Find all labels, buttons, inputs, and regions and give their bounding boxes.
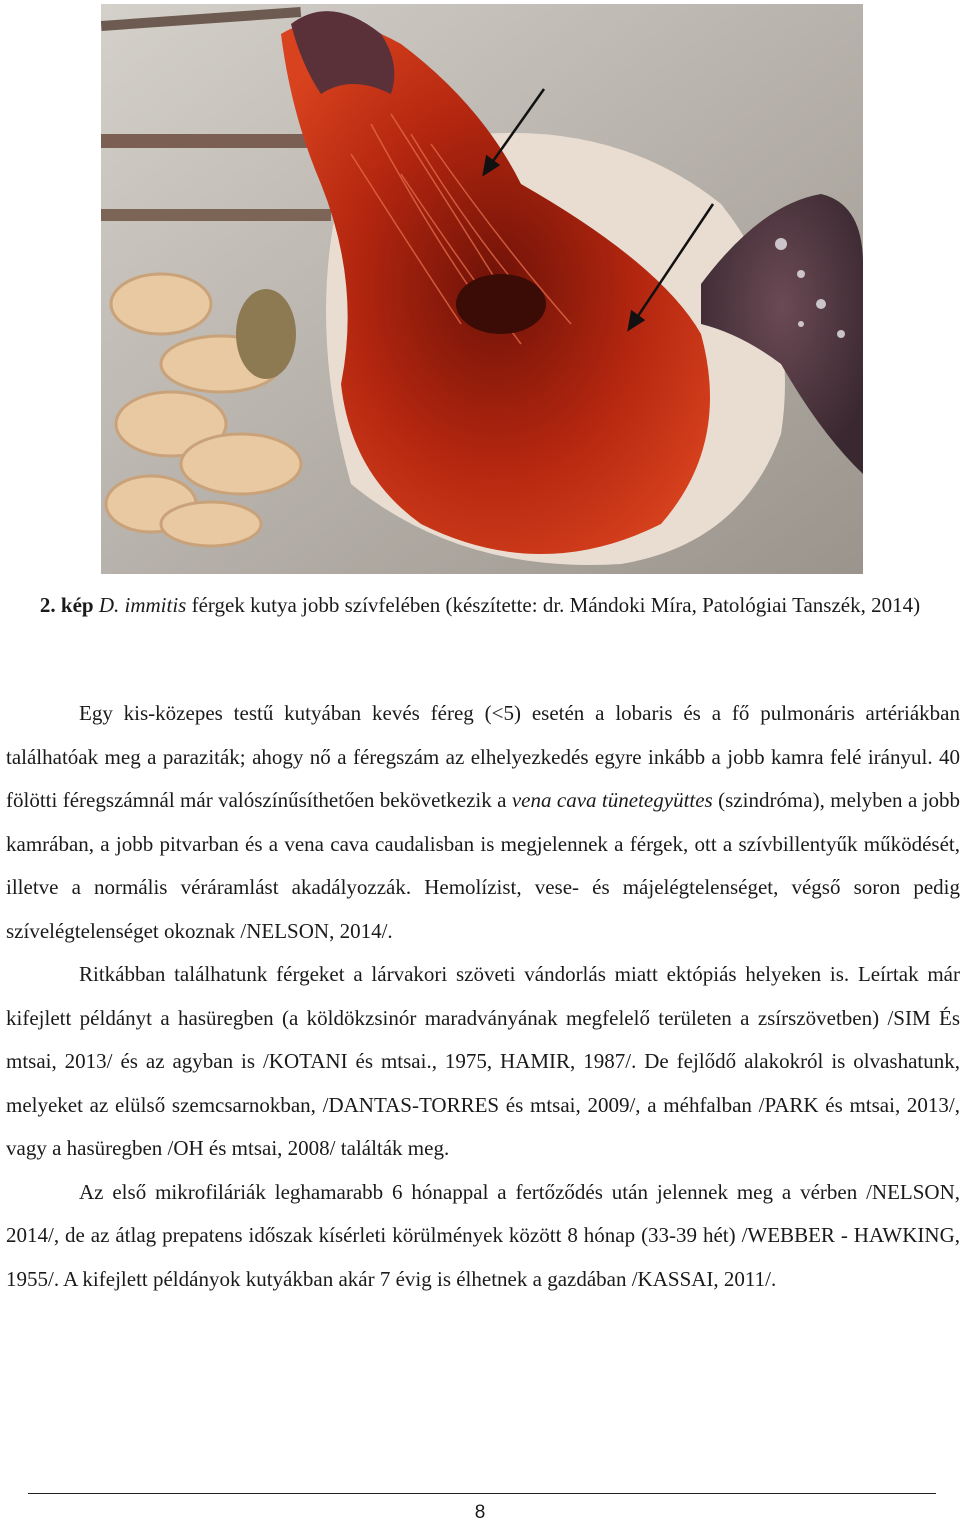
- paragraph-1: [6, 692, 960, 953]
- caption-species: D. immitis: [98, 593, 187, 617]
- autopsy-photo-heart-worms: [101, 4, 863, 574]
- paragraph-1-part-2: (szindróma), melyben a jobb kamrában, a jobb pitvarban és a vena cava caudalisban is megjelennek a férgek, ott a szívbillentyűk működését, illetve a normális véráramlást akadályozzák. Hemolízist, vese- és májelégtelenséget, végső soron pedig szívelégtelenséget okoznak /NELSON, 2014/.: [6, 788, 960, 943]
- page-number: 8: [474, 1502, 486, 1523]
- paragraph-3: Az első mikrofiláriák leghamarabb 6 hónappal a fertőződés után jelennek meg a vérben /NELSON, 2014/, de az átlag prepatens időszak kísérleti körülmények között 8 hónap (33-39 hét) /WEBBER - HAWKING, 1955/. A kifejlett példányok kutyákban akár 7 évig is élhetnek a gazdában /KASSAI, 2011/.: [6, 1179, 960, 1291]
- figure-caption: [0, 588, 960, 622]
- body-text: [6, 692, 960, 1301]
- footer-rule: [28, 1493, 936, 1494]
- caption-label: 2. kép: [39, 593, 94, 617]
- paragraph-1-italic: vena cava tünetegyüttes: [511, 788, 713, 812]
- paragraph-2: Ritkábban találhatunk férgeket a lárvakori szöveti vándorlás miatt ektópiás helyeken is. Leírtak már kifejlett példányt a hasüregben (a köldökzsinór maradványának megfelelő területen a zsírszövetben) /SIM És mtsai, 2013/ és az agyban is /KOTANI és mtsai., 1975, HAMIR, 1987/. De fejlődő alakokról is olvashatunk, melyeket az elülső szemcsarnokban, /DANTAS-TORRES és mtsai, 2009/, a méhfalban /PARK és mtsai, 2013/, vagy a hasüregben /OH és mtsai, 2008/ találták meg.: [6, 962, 960, 1160]
- paragraph-1-part-1: Egy kis-közepes testű kutyában kevés féreg (<5) esetén a lobaris és a fő pulmonáris artériákban találhatóak meg a paraziták; ahogy nő a féregszám az elhelyezkedés egyre inkább a jobb kamra felé irányul. 40 fölötti féregszámnál már valószínűsíthetően bekövetkezik a: [6, 701, 960, 812]
- figure-photo: [101, 4, 863, 574]
- caption-text: férgek kutya jobb szívfelében (készítette: dr. Mándoki Míra, Patológiai Tanszék, 2014): [191, 593, 921, 617]
